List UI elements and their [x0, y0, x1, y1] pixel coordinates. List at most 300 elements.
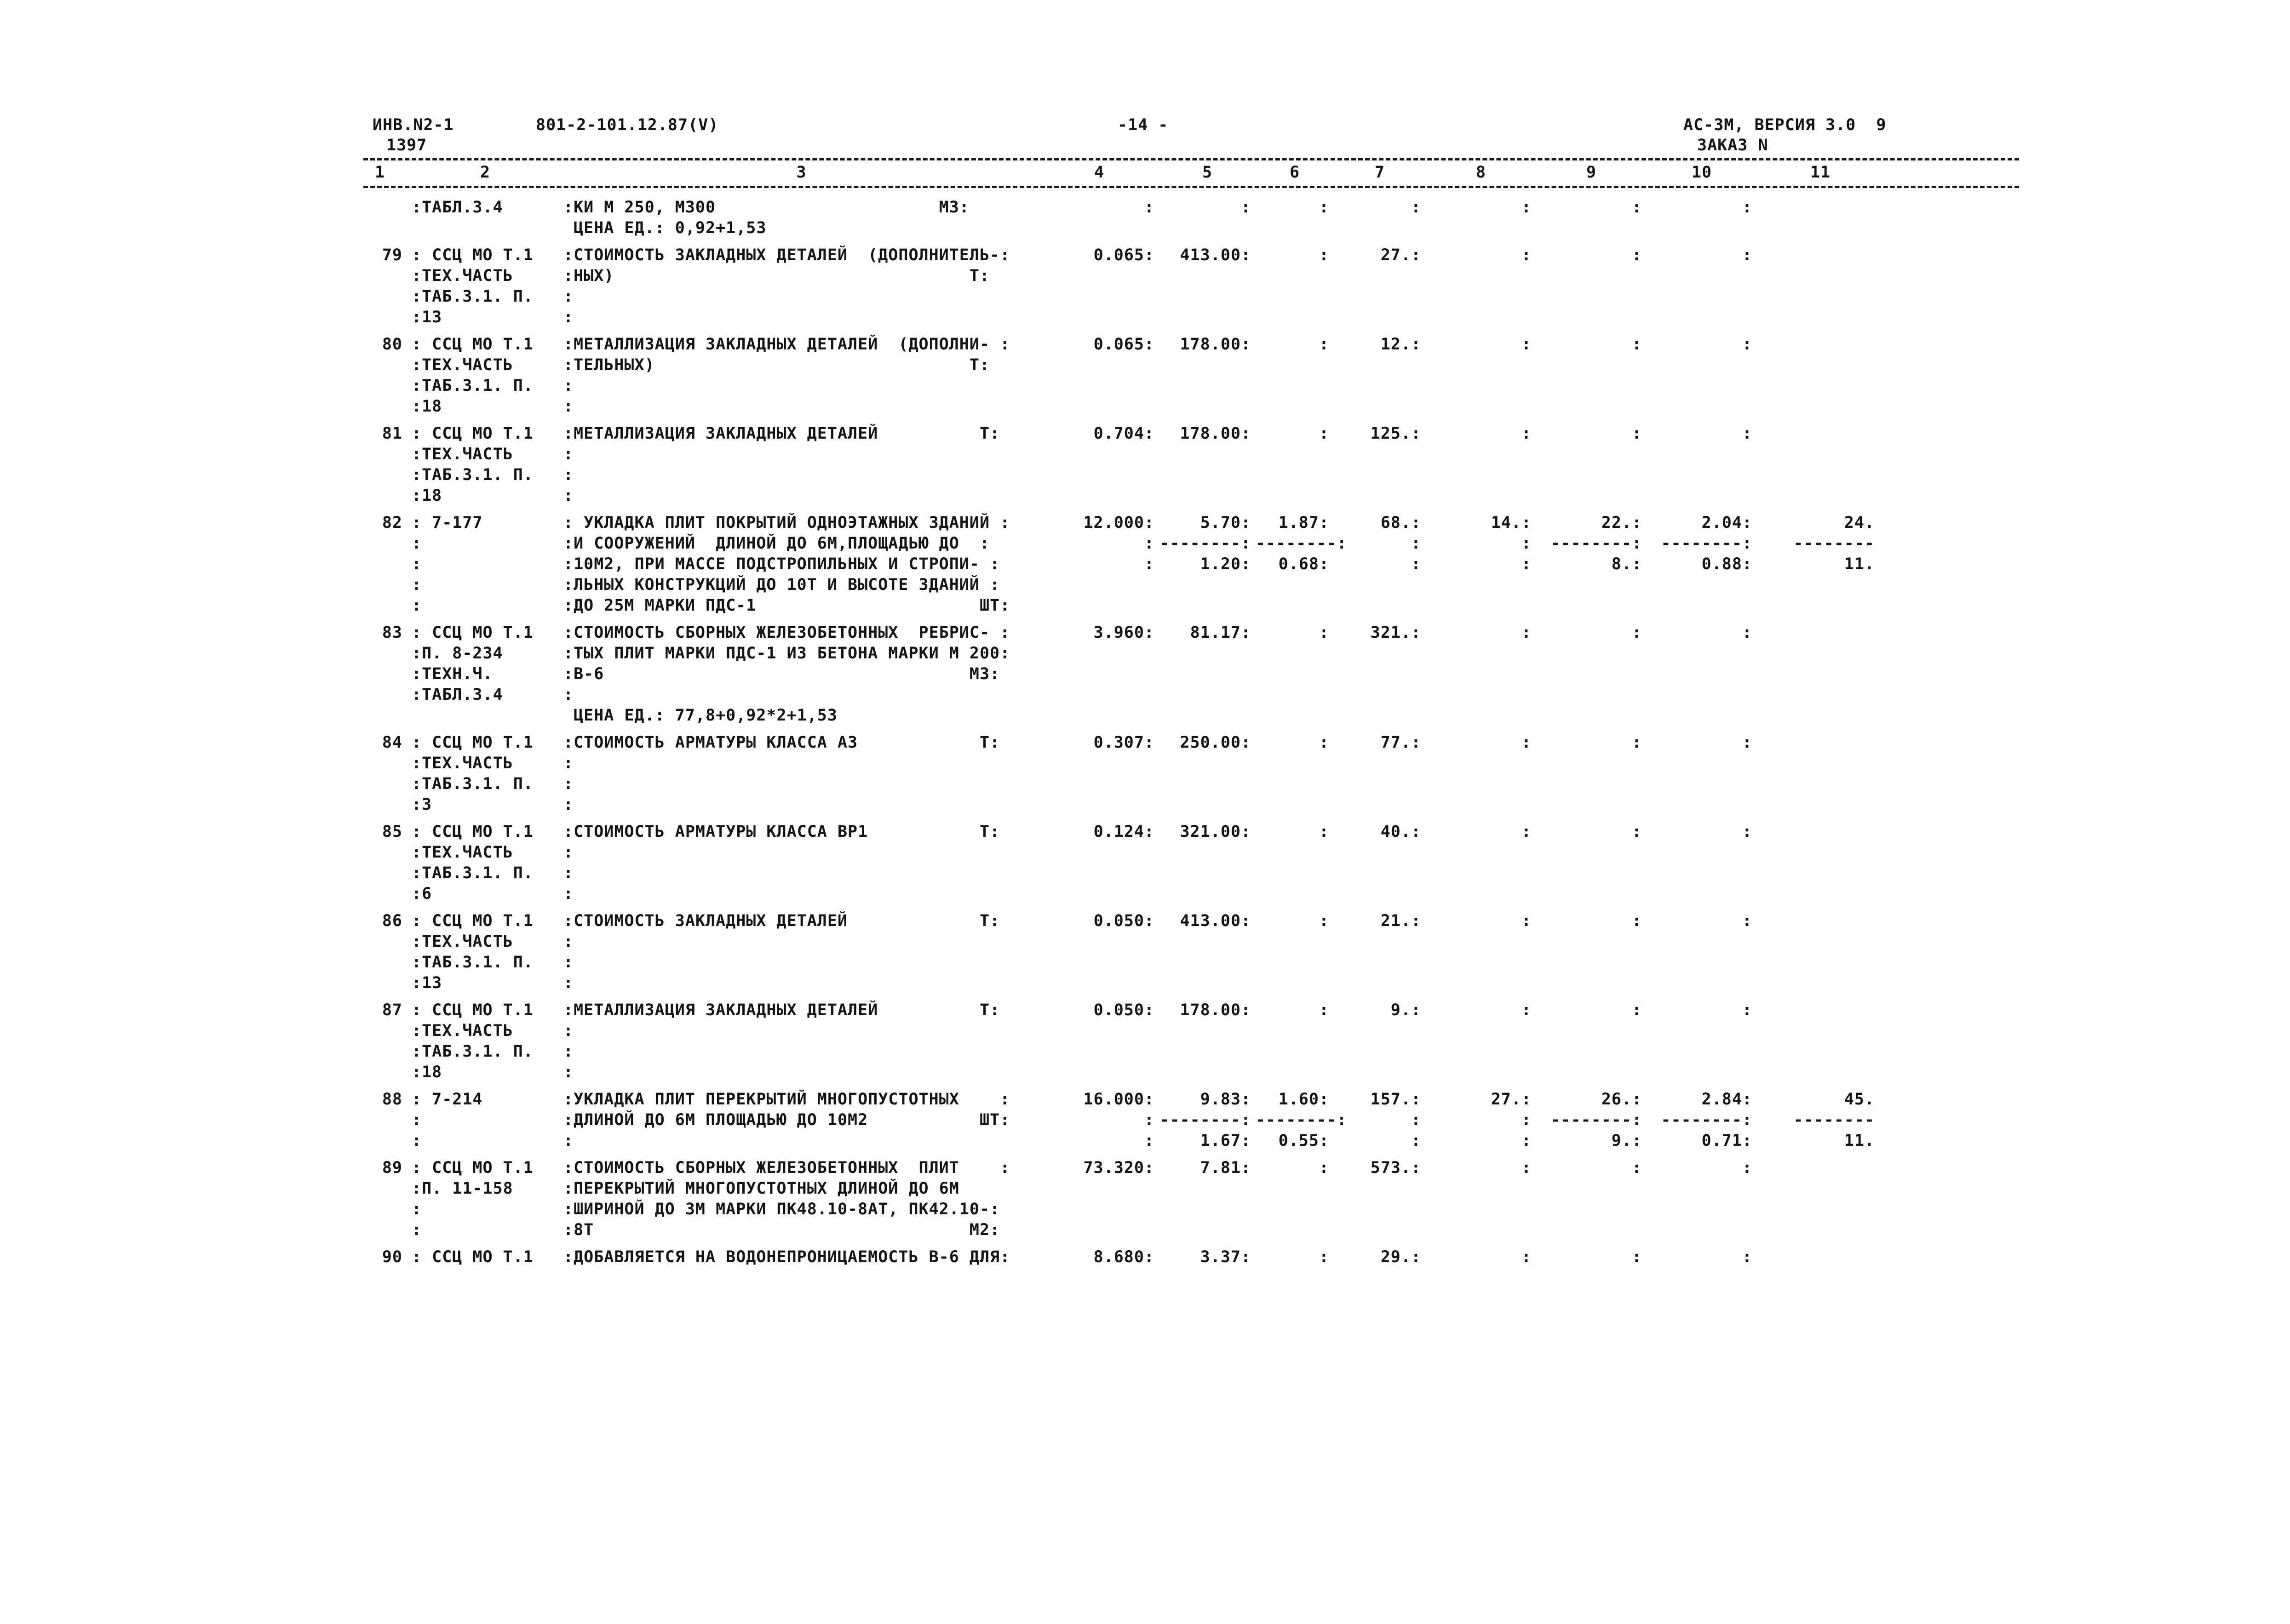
cell-quantity: 0.050:: [1093, 912, 1154, 930]
cell-total-cost: [1334, 643, 1426, 664]
column-header-10: 10: [1691, 163, 1712, 182]
cell-total-col-9: [1536, 396, 1647, 417]
cell-total-col-10: :: [1742, 623, 1752, 642]
cell-total-wages: [1426, 465, 1536, 486]
cell-row-number: [363, 444, 407, 465]
cell-unit-price-wages: :: [1319, 1159, 1329, 1177]
cell-total-cost: 573.:: [1370, 1159, 1421, 1177]
cell-description: :: [563, 795, 574, 814]
cell-description: :: [563, 775, 574, 793]
cell-total-wages: :: [1521, 1132, 1532, 1150]
cell-total-col-9: [1536, 218, 1647, 239]
cell-total-wages: :: [1521, 198, 1532, 217]
cell-total-cost: 21.:: [1380, 912, 1421, 930]
cell-total-wages: [1426, 932, 1536, 952]
cell-unit-price: [1159, 218, 1256, 239]
cell-total-col-11: [1757, 753, 1877, 774]
table-row: [363, 1000, 2019, 1021]
cell-total-col-10: [1647, 973, 1757, 994]
cell-total-cost: 125.:: [1370, 424, 1421, 443]
cell-unit-price: [1159, 595, 1256, 616]
cell-description: :: [563, 308, 574, 326]
cell-unit-price: [1159, 973, 1256, 994]
cell-unit-price-wages: :: [1319, 912, 1329, 930]
cell-total-col-11: 45.: [1844, 1090, 1875, 1109]
cell-total-wages: [1426, 1021, 1536, 1041]
cell-total-col-10: [1647, 376, 1757, 396]
cell-total-wages: :: [1521, 534, 1532, 553]
cell-quantity: [1039, 465, 1159, 486]
cell-reference: :ТЕХ.ЧАСТЬ: [412, 1022, 513, 1040]
cell-total-col-9: [1536, 795, 1647, 815]
cell-total-col-9: [1536, 444, 1647, 465]
cell-unit-price: [1159, 685, 1256, 705]
cell-description: :НЫХ) Т:: [563, 267, 990, 285]
table-row: [363, 595, 2019, 616]
cell-description: :: [563, 932, 574, 951]
cell-total-wages: :: [1521, 1001, 1532, 1019]
cell-total-col-9: --------:: [1550, 534, 1642, 553]
cell-unit-price: 178.00:: [1180, 1001, 1251, 1019]
cell-total-col-11: [1757, 334, 1877, 355]
cell-row-number: [363, 863, 407, 884]
cell-total-wages: [1426, 884, 1536, 904]
cell-total-wages: [1426, 863, 1536, 884]
cell-total-col-9: [1536, 1199, 1647, 1220]
cell-description: :: [563, 445, 574, 463]
cell-total-wages: [1426, 664, 1536, 685]
cell-reference: :18: [412, 397, 442, 416]
cell-total-wages: [1426, 795, 1536, 815]
cell-total-col-9: :: [1631, 335, 1642, 354]
cell-total-wages: [1426, 774, 1536, 795]
cell-total-cost: :: [1411, 555, 1421, 573]
cell-unit-price: [1159, 774, 1256, 795]
cell-unit-price: [1159, 355, 1256, 376]
cell-row-number: [363, 705, 407, 726]
cell-total-col-10: :: [1742, 912, 1752, 930]
cell-reference: [407, 705, 559, 726]
cell-reference: : ССЦ МО Т.1: [412, 335, 534, 354]
table-row: [363, 423, 2019, 444]
table-row: [363, 1062, 2019, 1083]
cell-total-col-10: [1647, 932, 1757, 952]
cell-row-number: 79: [382, 246, 402, 264]
cell-description: :: [563, 686, 574, 704]
cell-total-col-10: :: [1742, 733, 1752, 752]
table-entry: [363, 423, 2019, 506]
cell-unit-price-wages: [1256, 664, 1334, 685]
cell-total-wages: :: [1521, 623, 1532, 642]
cell-total-col-11: [1757, 643, 1877, 664]
cell-total-col-10: [1647, 286, 1757, 307]
cell-total-cost: [1334, 444, 1426, 465]
table-row: [363, 884, 2019, 904]
cell-description: :ДО 25М МАРКИ ПДС-1 ШТ:: [563, 596, 1010, 615]
cell-unit-price: [1159, 664, 1256, 685]
cell-unit-price-wages: :: [1319, 424, 1329, 443]
cell-quantity: :: [1144, 1132, 1154, 1150]
cell-total-col-11: [1757, 863, 1877, 884]
cell-description: :: [563, 377, 574, 395]
cell-total-col-10: [1647, 705, 1757, 726]
cell-row-number: [363, 1220, 407, 1241]
cell-unit-price: 178.00:: [1180, 424, 1251, 443]
cell-description: :: [563, 486, 574, 505]
cell-total-wages: [1426, 444, 1536, 465]
table-row: [363, 932, 2019, 952]
column-header-11: 11: [1810, 163, 1831, 182]
cell-total-wages: :: [1521, 1159, 1532, 1177]
cell-total-cost: [1334, 685, 1426, 705]
cell-reference: :6: [412, 885, 432, 903]
table-row: [363, 575, 2019, 595]
cell-unit-price: --------:: [1159, 534, 1251, 553]
cell-total-col-10: :: [1742, 1159, 1752, 1177]
cell-total-col-11: [1757, 973, 1877, 994]
cell-total-col-9: [1536, 307, 1647, 328]
cell-reference: :ТАБ.3.1. П.: [412, 864, 534, 882]
cell-description: :СТОИМОСТЬ АРМАТУРЫ КЛАССА А3 Т:: [563, 733, 1000, 752]
cell-unit-price-wages: [1256, 575, 1334, 595]
cell-description: : УКЛАДКА ПЛИТ ПОКРЫТИЙ ОДНОЭТАЖНЫХ ЗДАНИЙ :: [563, 514, 1010, 532]
column-header-4: 4: [1094, 163, 1105, 182]
software-version: АС-3М, ВЕРСИЯ 3.0 9: [1683, 116, 1887, 134]
cell-reference: : ССЦ МО Т.1: [412, 1248, 534, 1266]
cell-row-number: 86: [382, 912, 402, 930]
cell-total-wages: [1426, 1199, 1536, 1220]
cell-total-cost: [1334, 486, 1426, 506]
cell-total-wages: 27.:: [1491, 1090, 1532, 1109]
table-row: [363, 753, 2019, 774]
cell-total-cost: [1334, 842, 1426, 863]
cell-total-wages: [1426, 842, 1536, 863]
cell-description: :СТОИМОСТЬ ЗАКЛАДНЫХ ДЕТАЛЕЙ Т:: [563, 912, 1000, 930]
cell-reference: :ТАБЛ.3.4: [412, 686, 503, 704]
order-label: ЗАКАЗ N: [1697, 136, 1768, 154]
table-row: [363, 664, 2019, 685]
cell-description: :: [563, 953, 574, 972]
cell-unit-price-wages: [1256, 952, 1334, 973]
cell-total-col-9: :: [1631, 1159, 1642, 1177]
column-header-1: 1: [375, 163, 385, 182]
cell-description: :: [563, 397, 574, 416]
cell-total-col-11: [1757, 286, 1877, 307]
cell-total-col-11: [1757, 423, 1877, 444]
cell-row-number: 85: [382, 823, 402, 841]
cell-unit-price-wages: [1256, 643, 1334, 664]
cell-reference: :: [412, 555, 422, 573]
cell-total-col-9: :: [1631, 912, 1642, 930]
cell-description: :ТЕЛЬНЫХ) Т:: [563, 356, 990, 374]
cell-unit-price: :: [1240, 198, 1251, 217]
cell-unit-price: --------:: [1159, 1111, 1251, 1129]
cell-description: :СТОИМОСТЬ СБОРНЫХ ЖЕЛЕЗОБЕТОННЫХ РЕБРИС- :: [563, 623, 1010, 642]
cell-total-col-11: 24.: [1844, 514, 1875, 532]
cell-total-wages: [1426, 753, 1536, 774]
table-row: [363, 623, 2019, 643]
cell-total-col-9: [1536, 465, 1647, 486]
cell-description: :: [563, 864, 574, 882]
cell-unit-price: [1159, 575, 1256, 595]
cell-unit-price: [1159, 396, 1256, 417]
cell-total-wages: :: [1521, 733, 1532, 752]
cell-total-col-9: [1536, 1220, 1647, 1241]
table-row: [363, 685, 2019, 705]
cell-unit-price: [1159, 643, 1256, 664]
column-header-6: 6: [1289, 163, 1300, 182]
cell-reference: :: [412, 1132, 422, 1150]
cell-total-col-10: [1647, 355, 1757, 376]
cell-reference: : 7-177: [412, 514, 483, 532]
cell-total-cost: [1334, 575, 1426, 595]
cell-total-col-11: [1757, 266, 1877, 286]
cell-total-col-11: [1757, 1199, 1877, 1220]
table-row: [363, 513, 2019, 533]
cell-total-col-11: [1757, 842, 1877, 863]
cell-unit-price-wages: :: [1319, 623, 1329, 642]
cell-unit-price: [1159, 444, 1256, 465]
cell-quantity: 3.960:: [1093, 623, 1154, 642]
estimate-table: [363, 197, 2019, 1268]
cell-total-col-9: [1536, 595, 1647, 616]
cell-description: ЦЕНА ЕД.: 77,8+0,92*2+1,53: [563, 706, 838, 725]
cell-unit-price-wages: [1256, 705, 1334, 726]
cell-unit-price-wages: [1256, 286, 1334, 307]
cell-row-number: [363, 465, 407, 486]
table-row: [363, 396, 2019, 417]
cell-total-cost: [1334, 884, 1426, 904]
cell-row-number: [363, 795, 407, 815]
cell-description: :МЕТАЛЛИЗАЦИЯ ЗАКЛАДНЫХ ДЕТАЛЕЙ Т:: [563, 1001, 1000, 1019]
cell-row-number: [363, 973, 407, 994]
cell-row-number: [363, 664, 407, 685]
cell-total-col-10: [1647, 842, 1757, 863]
cell-total-cost: 12.:: [1380, 335, 1421, 354]
cell-total-col-9: [1536, 266, 1647, 286]
cell-description: :МЕТАЛЛИЗАЦИЯ ЗАКЛАДНЫХ ДЕТАЛЕЙ Т:: [563, 424, 1000, 443]
cell-description: :ЛЬНЫХ КОНСТРУКЦИЙ ДО 10Т И ВЫСОТЕ ЗДАНИЙ :: [563, 576, 1000, 594]
cell-quantity: [1039, 643, 1159, 664]
page-header: [363, 114, 2019, 158]
cell-description: :СТОИМОСТЬ ЗАКЛАДНЫХ ДЕТАЛЕЙ (ДОПОЛНИТЕЛЬ-:: [563, 246, 1010, 264]
cell-total-col-11: [1757, 355, 1877, 376]
cell-row-number: [363, 218, 407, 239]
cell-row-number: [363, 575, 407, 595]
cell-total-cost: [1334, 774, 1426, 795]
cell-description: :УКЛАДКА ПЛИТ ПЕРЕКРЫТИЙ МНОГОПУСТОТНЫХ :: [563, 1090, 1010, 1109]
cell-unit-price: [1159, 1178, 1256, 1199]
table-row: [363, 795, 2019, 815]
cell-total-wages: [1426, 307, 1536, 328]
table-entry: [363, 623, 2019, 726]
cell-unit-price: [1159, 795, 1256, 815]
cell-quantity: [1039, 1178, 1159, 1199]
cell-total-cost: [1334, 1041, 1426, 1062]
cell-total-col-9: [1536, 664, 1647, 685]
cell-quantity: [1039, 884, 1159, 904]
cell-quantity: [1039, 486, 1159, 506]
cell-total-col-10: :: [1742, 424, 1752, 443]
cell-row-number: [363, 643, 407, 664]
cell-total-wages: :: [1521, 555, 1532, 573]
cell-total-col-10: 0.88:: [1701, 555, 1752, 573]
cell-row-number: [363, 286, 407, 307]
cell-unit-price-wages: [1256, 1220, 1334, 1241]
cell-row-number: [363, 1199, 407, 1220]
cell-total-col-9: [1536, 884, 1647, 904]
column-header-5: 5: [1202, 163, 1213, 182]
table-row: [363, 554, 2019, 575]
cell-total-cost: 77.:: [1380, 733, 1421, 752]
page-number: -14 -: [1118, 116, 1169, 134]
cell-unit-price-wages: :: [1319, 1248, 1329, 1266]
cell-unit-price-wages: [1256, 307, 1334, 328]
cell-quantity: [1039, 973, 1159, 994]
cell-unit-price: [1159, 286, 1256, 307]
cell-description: :: [563, 1022, 574, 1040]
cell-row-number: [363, 396, 407, 417]
cell-total-col-11: [1757, 932, 1877, 952]
cell-total-col-9: :: [1631, 823, 1642, 841]
cell-total-cost: [1334, 1199, 1426, 1220]
cell-reference: : ССЦ МО Т.1: [412, 623, 534, 642]
cell-total-col-10: :: [1742, 198, 1752, 217]
cell-total-col-9: 9.:: [1611, 1132, 1642, 1150]
cell-total-wages: :: [1521, 912, 1532, 930]
cell-quantity: [1039, 1199, 1159, 1220]
cell-total-col-9: [1536, 486, 1647, 506]
cell-unit-price-wages: 0.68:: [1278, 555, 1329, 573]
table-row: [363, 774, 2019, 795]
cell-total-col-9: [1536, 643, 1647, 664]
cell-reference: :: [412, 1200, 422, 1218]
cell-total-cost: [1334, 355, 1426, 376]
cell-quantity: [1039, 444, 1159, 465]
cell-total-col-9: [1536, 1021, 1647, 1041]
cell-unit-price-wages: :: [1319, 246, 1329, 264]
cell-row-number: [363, 486, 407, 506]
table-row: [363, 911, 2019, 932]
cell-total-col-10: :: [1742, 823, 1752, 841]
cell-reference: : ССЦ МО Т.1: [412, 912, 534, 930]
cell-description: :В-6 М3:: [563, 665, 1000, 683]
table-row: [363, 245, 2019, 266]
column-header-row: [363, 160, 2019, 186]
cell-reference: :18: [412, 486, 442, 505]
cell-total-col-10: [1647, 266, 1757, 286]
cell-unit-price: [1159, 863, 1256, 884]
cell-total-cost: [1334, 1178, 1426, 1199]
cell-unit-price: [1159, 1220, 1256, 1241]
cell-quantity: 0.065:: [1093, 335, 1154, 354]
cell-description: :: [563, 843, 574, 862]
table-row: [363, 1199, 2019, 1220]
cell-quantity: :: [1144, 1111, 1154, 1129]
cell-reference: :ТАБ.3.1. П.: [412, 377, 534, 395]
cell-unit-price-wages: 1.87:: [1278, 514, 1329, 532]
cell-total-col-9: [1536, 753, 1647, 774]
cell-total-col-9: [1536, 1178, 1647, 1199]
cell-total-col-11: [1757, 307, 1877, 328]
cell-row-number: [363, 1178, 407, 1199]
cell-unit-price-wages: 0.55:: [1278, 1132, 1329, 1150]
table-entry: [363, 513, 2019, 616]
cell-total-cost: [1334, 795, 1426, 815]
cell-unit-price-wages: [1256, 1199, 1334, 1220]
cell-total-cost: 321.:: [1370, 623, 1421, 642]
cell-total-cost: [1334, 753, 1426, 774]
cell-reference: :: [412, 1111, 422, 1129]
cell-unit-price-wages: [1256, 595, 1334, 616]
cell-total-col-10: [1647, 444, 1757, 465]
cell-unit-price-wages: [1256, 355, 1334, 376]
cell-reference: :ТАБ.3.1. П.: [412, 775, 534, 793]
cell-row-number: [363, 884, 407, 904]
cell-unit-price: [1159, 376, 1256, 396]
table-entry: [363, 197, 2019, 239]
cell-description: :МЕТАЛЛИЗАЦИЯ ЗАКЛАДНЫХ ДЕТАЛЕЙ (ДОПОЛНИ- :: [563, 335, 1010, 354]
cell-total-col-10: [1647, 465, 1757, 486]
cell-unit-price-wages: [1256, 863, 1334, 884]
cell-total-wages: :: [1521, 246, 1532, 264]
table-row: [363, 1021, 2019, 1041]
cell-quantity: [1039, 355, 1159, 376]
cell-total-cost: 40.:: [1380, 823, 1421, 841]
cell-description: :: [563, 466, 574, 484]
cell-total-wages: [1426, 286, 1536, 307]
cell-row-number: [363, 1110, 407, 1131]
table-row: [363, 732, 2019, 753]
cell-quantity: 0.050:: [1093, 1001, 1154, 1019]
cell-total-col-10: --------:: [1661, 1111, 1752, 1129]
cell-total-wages: :: [1521, 823, 1532, 841]
cell-total-col-10: [1647, 685, 1757, 705]
cell-quantity: [1039, 753, 1159, 774]
cell-quantity: 0.065:: [1093, 246, 1154, 264]
cell-unit-price: 5.70:: [1200, 514, 1251, 532]
cell-reference: :П. 11-158: [412, 1179, 513, 1198]
cell-unit-price-wages: [1256, 444, 1334, 465]
cell-total-col-10: [1647, 795, 1757, 815]
cell-quantity: [1039, 705, 1159, 726]
cell-unit-price: [1159, 1021, 1256, 1041]
cell-reference: : 7-214: [412, 1090, 483, 1109]
cell-total-col-10: [1647, 863, 1757, 884]
column-header-9: 9: [1586, 163, 1597, 182]
cell-quantity: :: [1144, 198, 1154, 217]
cell-total-col-11: [1757, 884, 1877, 904]
cell-row-number: [363, 376, 407, 396]
cell-total-cost: :: [1411, 1132, 1421, 1150]
table-row: [363, 533, 2019, 554]
cell-total-col-10: [1647, 774, 1757, 795]
cell-description: :СТОИМОСТЬ СБОРНЫХ ЖЕЛЕЗОБЕТОННЫХ ПЛИТ :: [563, 1159, 1010, 1177]
cell-unit-price-wages: [1256, 218, 1334, 239]
table-row: [363, 307, 2019, 328]
cell-reference: :ТАБ.3.1. П.: [412, 953, 534, 972]
cell-total-col-10: [1647, 1178, 1757, 1199]
cell-total-col-11: [1757, 1041, 1877, 1062]
cell-total-col-10: [1647, 396, 1757, 417]
cell-total-col-10: [1647, 952, 1757, 973]
cell-total-cost: 68.:: [1380, 514, 1421, 532]
cell-total-wages: [1426, 355, 1536, 376]
table-row: [363, 1158, 2019, 1178]
cell-description: :10М2, ПРИ МАССЕ ПОДСТРОПИЛЬНЫХ И СТРОПИ- :: [563, 555, 1000, 573]
cell-total-col-9: :: [1631, 424, 1642, 443]
cell-total-col-10: 0.71:: [1701, 1132, 1752, 1150]
